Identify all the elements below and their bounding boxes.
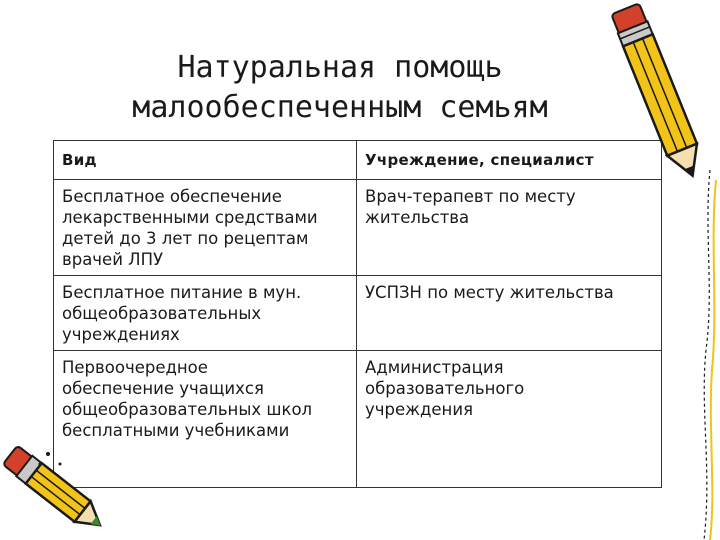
title-line-2: малообеспеченным семьям (132, 90, 548, 125)
table-row (54, 180, 662, 276)
header-institution: Учреждение, специалист (357, 141, 662, 180)
cell-line: учреждениях (62, 325, 180, 344)
cell-line: врачей ЛПУ (62, 250, 164, 269)
cell-line: Бесплатное обеспечение (62, 187, 282, 206)
cell-line: лекарственными средствами (62, 208, 318, 227)
cell-line: обеспечение учащихся (62, 379, 264, 398)
cell-line: УСПЗН по месту жительства (365, 283, 614, 302)
slide-title (40, 48, 640, 128)
pencil-icon-bottom-left (0, 440, 110, 540)
header-type: Вид (54, 141, 357, 180)
cell-line: Администрация (365, 358, 504, 377)
cell-line: общеобразовательных (62, 304, 262, 323)
table-row (54, 351, 662, 488)
table-header-row (54, 141, 662, 180)
decorative-stripe-icon (680, 170, 720, 540)
row-1-institution (357, 180, 662, 276)
pencil-icon-top-right (600, 0, 720, 190)
cell-line: жительства (365, 208, 470, 227)
row-2-institution (357, 276, 662, 351)
cell-line: учреждения (365, 400, 473, 419)
row-1-type (54, 180, 357, 276)
cell-line: бесплатными учебниками (62, 421, 290, 440)
row-3-institution (357, 351, 662, 488)
table-row (54, 276, 662, 351)
row-2-type (54, 276, 357, 351)
assistance-table (53, 140, 662, 488)
cell-line: Врач-терапевт по месту (365, 187, 576, 206)
cell-line: детей до 3 лет по рецептам (62, 229, 309, 248)
cell-line: Первоочередное (62, 358, 208, 377)
cell-line: Бесплатное питание в мун. (62, 283, 302, 302)
title-line-1: Натуральная помощь (177, 50, 503, 85)
cell-line: общеобразовательных школ (62, 400, 313, 419)
cell-line: образовательного (365, 379, 525, 398)
